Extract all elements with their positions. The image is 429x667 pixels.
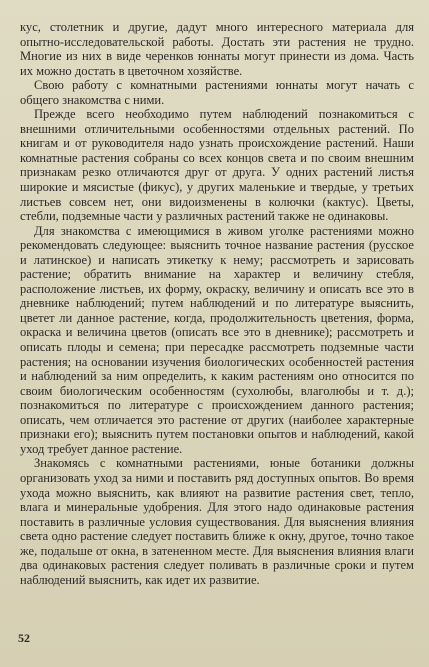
paragraph: Для знакомства с имеющимися в живом уголке растениями можно рекомендовать следующее: выяснить точное название растения (русское и латинское) и написать этикетку к нему; рассмотреть и зарисовать растение; обратить внимание на характер и величину стебля, расположение листьев, их форму, окраску, величину и описать все это в дневнике наблюдений; путем наблюдений и по литературе выяснить, цветет ли данное растение, когда, продолжительность цветения, форма, окраска и величина цветов (описать все это в дневнике); рассмотреть и описать плоды и семена; при пересадке рассмотреть подземные части растения; на основании изучения биологических особенностей растения и наблюдений за ним определить, к каким растениям оно относится по своим биологическим особенностям (сухолюбы, влаголюбы и т. д.); познакомиться по литературе с происхождением данного растения; описать, чем отличается это растение от других (наиболее характерные признаки его); выяснить путем постановки опытов и наблюдений, какой уход требует данное растение. — [20, 223, 414, 456]
paragraph: Свою работу с комнатными растениями юннаты могут начать с общего знакомства с ними. — [20, 78, 414, 107]
paragraph: Знакомясь с комнатными растениями, юные ботаники должны организовать уход за ними и поставить ряд доступных опытов. Во время ухода можно выяснить, как влияют на развитие растения свет, тепло, влага и минеральные удобрения. Для этого надо одинаковые растения поставить в различные условия существования. Для выяснения влияния света одно растение следует поставить ближе к окну, другое, точно такое же, подальше от окна, в затененном месте. Для выяснения влияния влаги два одинаковых растения следует поливать в различные сроки и путем наблюдений выяснить, как идет их развитие. — [20, 456, 414, 587]
body-text — [20, 20, 414, 587]
paragraph: Прежде всего необходимо путем наблюдений познакомиться с внешними отличительными особенностями отдельных растений. По книгам и от руководителя надо узнать происхождение растений. Наши комнатные растения собраны со всех концов света и по своим внешним признакам резко отличаются друг от друга. У одних растений листья широкие и мясистые (фикус), у других маленькие и твердые, у третьих листьев совсем нет, они видоизменены в колючки (кактус). Цветы, стебли, подземные части у различных растений также не одинаковы. — [20, 107, 414, 224]
page-number: 52 — [18, 631, 30, 645]
paragraph: кус, столетник и другие, дадут много интересного материала для опытно-исследовательской работы. Достать эти растения не трудно. Многие из них в виде черенков юннаты могут принести из дома. Часть их можно достать в цветочном хозяйстве. — [20, 20, 414, 78]
